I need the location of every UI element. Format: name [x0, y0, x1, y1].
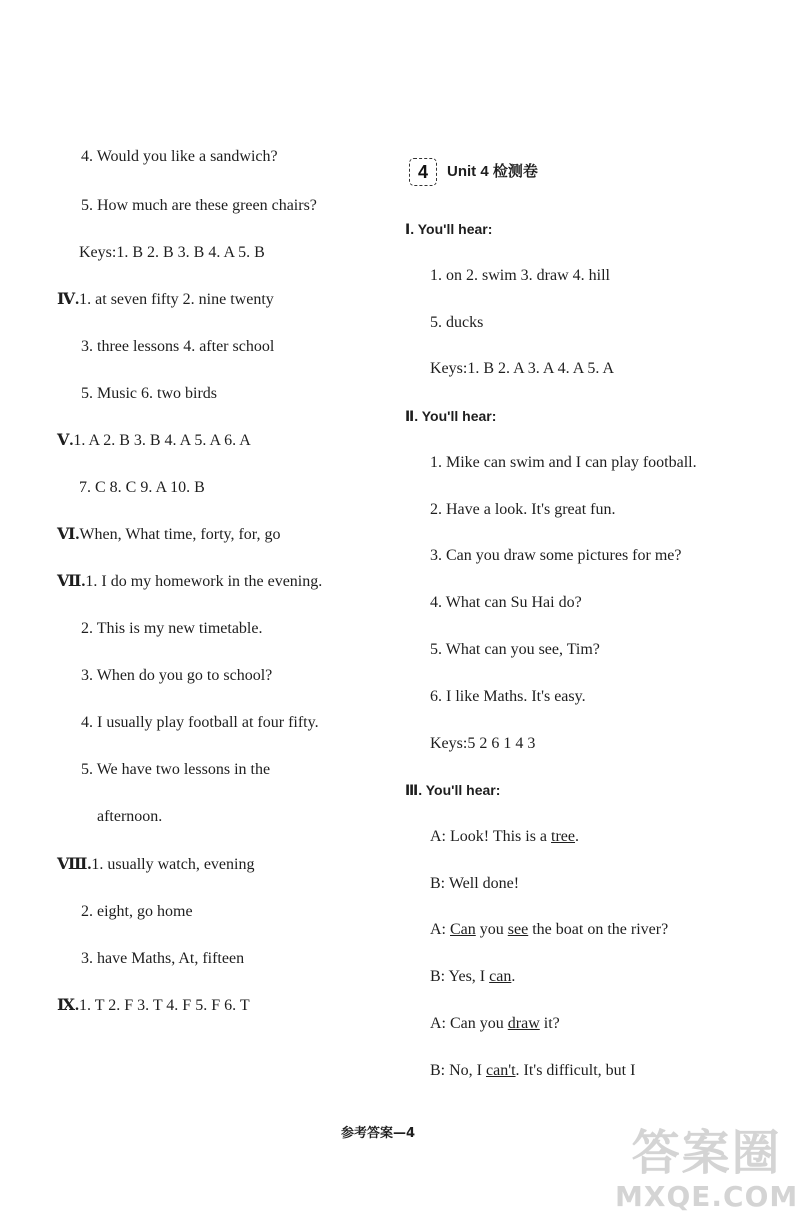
section-i-heading: Ⅰ. You'll hear:	[405, 221, 493, 237]
dialogue-1-end: .	[575, 828, 580, 845]
section-vii	[57, 572, 322, 592]
section-iv-label: Ⅳ.	[57, 291, 80, 308]
section-vi-text: When, What time, forty, for, go	[79, 526, 281, 543]
dialogue-5-end: it?	[539, 1015, 560, 1032]
section-iv-item-3: 3. three lessons 4. after school	[81, 338, 275, 355]
section-i-item-5: 5. ducks	[430, 314, 484, 331]
dialogue-6-answer: can't	[486, 1062, 516, 1079]
section-v-item-7: 7. C 8. C 9. A 10. B	[79, 479, 205, 496]
page-footer: 参考答案—4	[341, 1126, 416, 1141]
section-ii-item-1: 1. Mike can swim and I can play football.	[430, 454, 697, 471]
section-i-item-1: 1. on 2. swim 3. draw 4. hill	[430, 267, 610, 284]
dialogue-1-text: A: Look! This is a	[430, 828, 552, 845]
unit-number-badge: 4	[409, 158, 437, 186]
section-i-keys: Keys:1. B 2. A 3. A 4. A 5. A	[430, 360, 615, 377]
section-vii-item-3: 3. When do you go to school?	[81, 667, 273, 684]
watermark-logo: 答案圈	[631, 1125, 782, 1181]
dialogue-3-mid: you	[475, 921, 508, 938]
left-keys: Keys:1. B 2. B 3. B 4. A 5. B	[79, 244, 265, 261]
section-vii-item-5b: afternoon.	[97, 808, 163, 825]
dialogue-4-end: .	[511, 968, 516, 985]
section-vii-item-2: 2. This is my new timetable.	[81, 620, 263, 637]
section-ii-item-6: 6. I like Maths. It's easy.	[430, 688, 586, 705]
section-viii	[57, 855, 254, 875]
section-iv-item-1: 1. at seven fifty 2. nine twenty	[79, 291, 274, 308]
dialogue-line-5	[430, 1014, 560, 1034]
section-viii-label: Ⅷ.	[57, 856, 92, 873]
section-ii-item-2: 2. Have a look. It's great fun.	[430, 501, 616, 518]
section-v-item-1: 1. A 2. B 3. B 4. A 5. A 6. A	[73, 432, 251, 449]
section-iv	[57, 290, 274, 310]
dialogue-4-text: B: Yes, I	[430, 968, 490, 985]
dialogue-1-answer: tree	[551, 828, 576, 845]
dialogue-3-text: A:	[430, 921, 450, 938]
section-viii-item-2: 2. eight, go home	[81, 903, 193, 920]
section-vii-label: Ⅶ.	[57, 573, 86, 590]
section-viii-item-1: 1. usually watch, evening	[91, 856, 255, 873]
section-ii-item-4: 4. What can Su Hai do?	[430, 594, 582, 611]
dialogue-line-2: B: Well done!	[430, 875, 520, 892]
section-viii-item-3: 3. have Maths, At, fifteen	[81, 950, 245, 967]
section-vii-item-1: 1. I do my homework in the evening.	[85, 573, 323, 590]
section-vii-item-5a: 5. We have two lessons in the	[81, 761, 271, 778]
dialogue-line-1	[430, 827, 579, 847]
section-ii-heading: Ⅱ. You'll hear:	[405, 408, 497, 424]
dialogue-3-end: the boat on the river?	[528, 921, 669, 938]
dialogue-6-end: . It's difficult, but I	[515, 1062, 636, 1079]
dialogue-line-6	[430, 1061, 635, 1081]
section-v	[57, 431, 251, 451]
section-vii-item-4: 4. I usually play football at four fifty.	[81, 714, 319, 731]
section-ix	[57, 996, 250, 1016]
dialogue-line-4	[430, 967, 515, 987]
left-q4: 4. Would you like a sandwich?	[81, 148, 278, 165]
dialogue-5-text: A: Can you	[430, 1015, 508, 1032]
dialogue-line-3	[430, 920, 668, 940]
unit-title: Unit 4 检测卷	[447, 163, 538, 180]
section-iv-item-5: 5. Music 6. two birds	[81, 385, 217, 402]
dialogue-3-answer-2: see	[507, 921, 529, 938]
dialogue-3-answer-1: Can	[450, 921, 476, 938]
section-ii-item-3: 3. Can you draw some pictures for me?	[430, 547, 682, 564]
section-ix-label: Ⅸ.	[57, 997, 80, 1014]
watermark	[615, 1125, 798, 1213]
section-ix-text: 1. T 2. F 3. T 4. F 5. F 6. T	[79, 997, 250, 1014]
section-ii-item-5: 5. What can you see, Tim?	[430, 641, 600, 658]
dialogue-6-text: B: No, I	[430, 1062, 486, 1079]
dialogue-4-answer: can	[489, 968, 512, 985]
section-vi	[57, 525, 280, 545]
section-vi-label: Ⅵ.	[57, 526, 80, 543]
watermark-url: MXQE.COM	[615, 1180, 799, 1213]
section-v-label: Ⅴ.	[57, 432, 74, 449]
dialogue-5-answer: draw	[507, 1015, 540, 1032]
section-iii-heading: Ⅲ. You'll hear:	[405, 782, 501, 798]
section-ii-keys: Keys:5 2 6 1 4 3	[430, 735, 536, 752]
left-q5: 5. How much are these green chairs?	[81, 197, 317, 214]
